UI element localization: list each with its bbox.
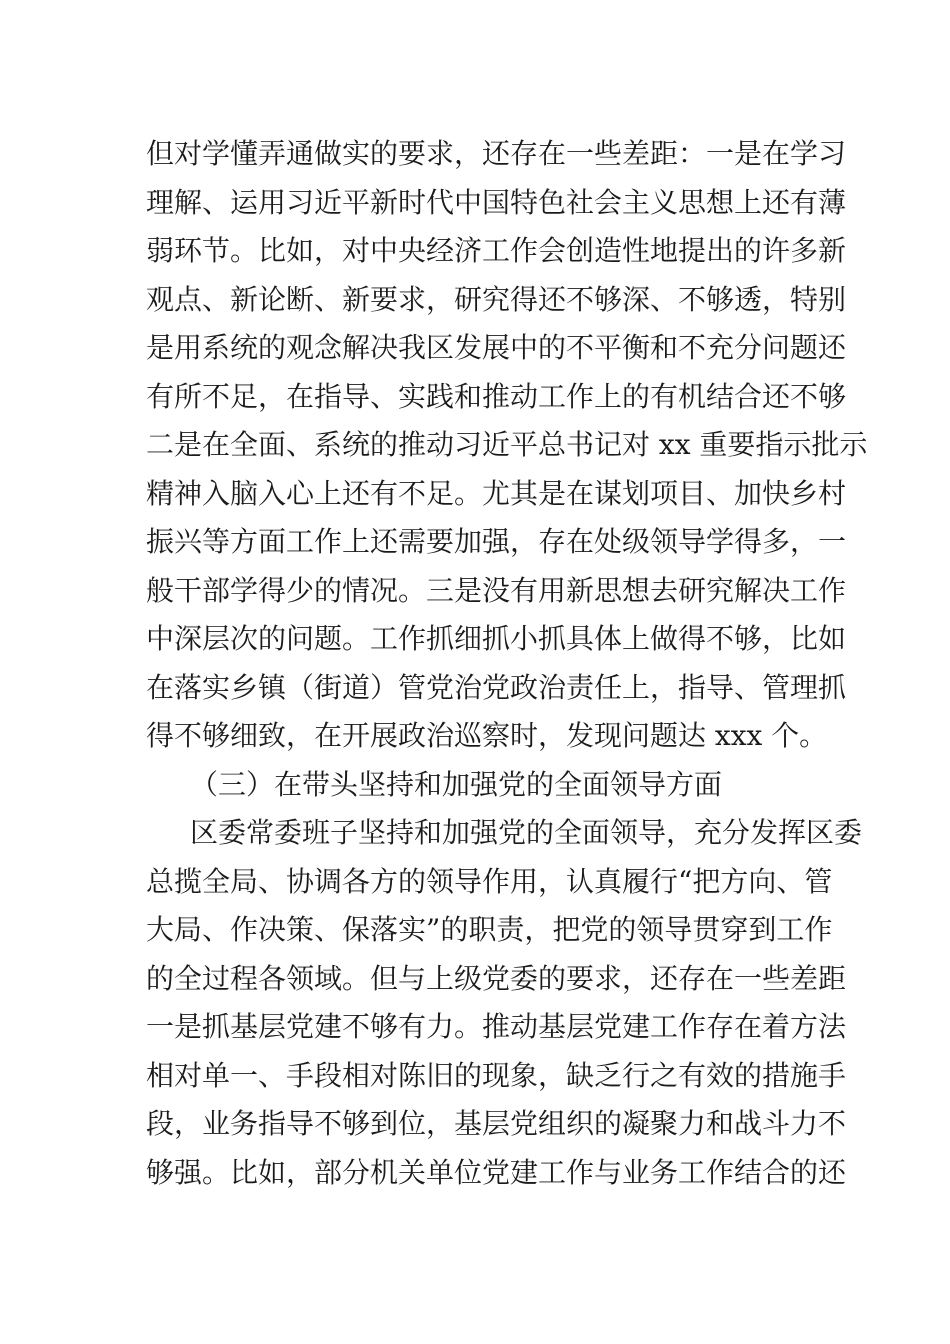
- text-line: 振兴等方面工作上还需要加强，存在处级领导学得多，一: [146, 525, 847, 558]
- text-line: 够强。比如，部分机关单位党建工作与业务工作结合的还: [146, 1155, 847, 1189]
- text-line: 一是抓基层党建不够有力。推动基层党建工作存在着方法: [146, 1010, 847, 1043]
- section-heading: （三）在带头坚持和加强党的全面领导方面: [190, 767, 723, 801]
- text-line: 得不够细致，在开展政治巡察时，发现问题达 xxx 个。: [146, 719, 828, 752]
- text-line: 在落实乡镇（街道）管党治党政治责任上，指导、管理抓: [146, 670, 847, 704]
- text-line: 是用系统的观念解决我区发展中的不平衡和不充分问题还: [146, 331, 847, 364]
- text-line: 大局、作决策、保落实”的职责，把党的领导贯穿到工作: [146, 913, 833, 946]
- text-line: 精神入脑入心上还有不足。尤其是在谋划项目、加快乡村: [146, 476, 847, 510]
- text-line: 有所不足，在指导、实践和推动工作上的有机结合还不够: [146, 379, 847, 413]
- text-line: 的全过程各领域。但与上级党委的要求，还存在一些差距: [146, 961, 847, 995]
- text-line: 中深层次的问题。工作抓细抓小抓具体上做得不够，比如: [146, 622, 847, 655]
- text-line: 区委常委班子坚持和加强党的全面领导，充分发挥区委: [190, 816, 863, 849]
- text-line: 理解、运用习近平新时代中国特色社会主义思想上还有薄: [146, 185, 847, 219]
- text-line: 弱环节。比如，对中央经济工作会创造性地提出的许多新: [146, 234, 847, 267]
- text-line: 二是在全面、系统的推动习近平总书记对 xx 重要指示批示: [146, 428, 868, 461]
- text-line: 相对单一、手段相对陈旧的现象，缺乏行之有效的措施手: [146, 1058, 847, 1092]
- text-line: 段，业务指导不够到位，基层党组织的凝聚力和战斗力不: [146, 1107, 847, 1140]
- text-line: 总揽全局、协调各方的领导作用，认真履行“把方向、管: [146, 864, 833, 898]
- body-text: [146, 130, 868, 1197]
- text-line: 观点、新论断、新要求，研究得还不够深、不够透，特别: [146, 282, 847, 316]
- text-line: 般干部学得少的情况。三是没有用新思想去研究解决工作: [146, 573, 847, 607]
- text-line: 但对学懂弄通做实的要求，还存在一些差距：一是在学习: [146, 137, 847, 170]
